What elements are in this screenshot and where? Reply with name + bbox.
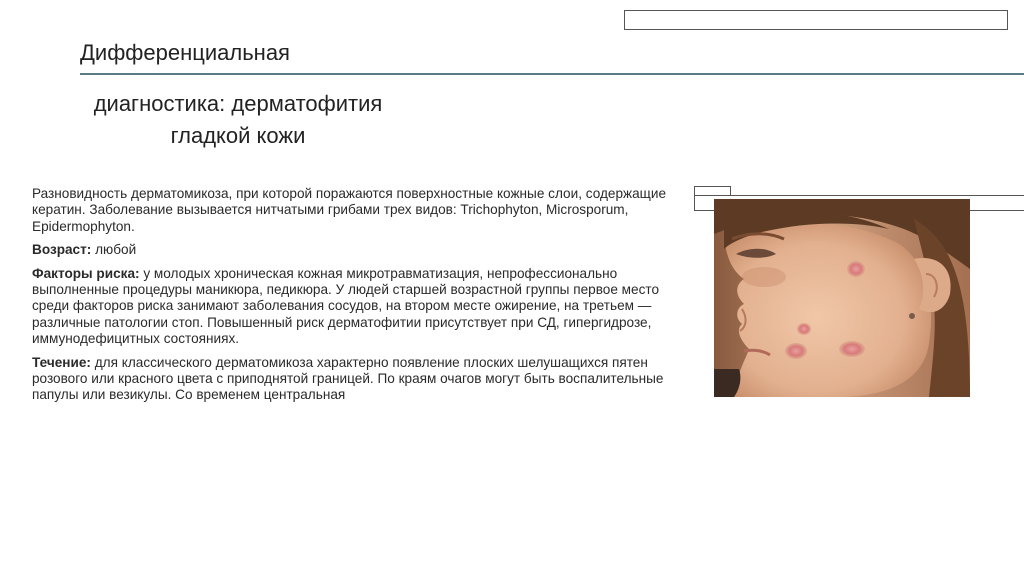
lesion-jaw — [839, 341, 865, 357]
risk-label: Факторы риска: — [32, 265, 140, 281]
age-paragraph — [32, 242, 672, 258]
title-divider — [80, 73, 1024, 75]
hair-lower-left — [714, 369, 740, 397]
age-label: Возраст: — [32, 242, 92, 258]
patient-photo-illustration — [714, 199, 970, 397]
top-placeholder-box — [624, 10, 1008, 30]
earring — [909, 313, 915, 319]
face-skin — [724, 221, 931, 397]
lesion-cheek-lower — [785, 343, 807, 359]
age-value: любой — [91, 242, 137, 258]
eye-shadow — [742, 267, 786, 287]
risk-paragraph — [32, 266, 672, 348]
risk-value: у молодых хроническая кожная микротравматизация, непрофессионально выполненные процедуры маникюра, педикюра. У людей старшей возрастной группы первое место среди факторов риска занимают заболевания сосудов, на втором месте ожирение, на третьем — различные патологии стоп. Повышенный риск дерматофитии присутствует при СД, гипергидрозе, иммунодефицитных состояниях. — [32, 265, 660, 347]
intro-paragraph: Разновидность дерматомикоза, при которой поражаются поверхностные кожные слои, содержащие кератин. Заболевание вызывается нитчатыми грибами трех видов: Trichophyton, Microsporum, Epidermophyton. — [32, 186, 667, 234]
lesion-cheek-middle — [797, 323, 811, 335]
course-paragraph — [32, 355, 672, 404]
slide-title-line1: Дифференциальная — [80, 40, 290, 65]
lesion-cheek-upper — [847, 261, 865, 277]
patient-photo — [714, 199, 970, 397]
course-value: для классического дерматомикоза характерно появление плоских шелушащихся пятен розового или красного цвета с приподнятой границей. По краям очагов могут быть воспалительные папулы или везикулы. Со временем центральная — [32, 354, 664, 403]
slide-body — [32, 186, 672, 411]
slide-title-line2: диагностика: дерматофития гладкой кожи — [93, 91, 383, 148]
course-label: Течение: — [32, 354, 91, 370]
